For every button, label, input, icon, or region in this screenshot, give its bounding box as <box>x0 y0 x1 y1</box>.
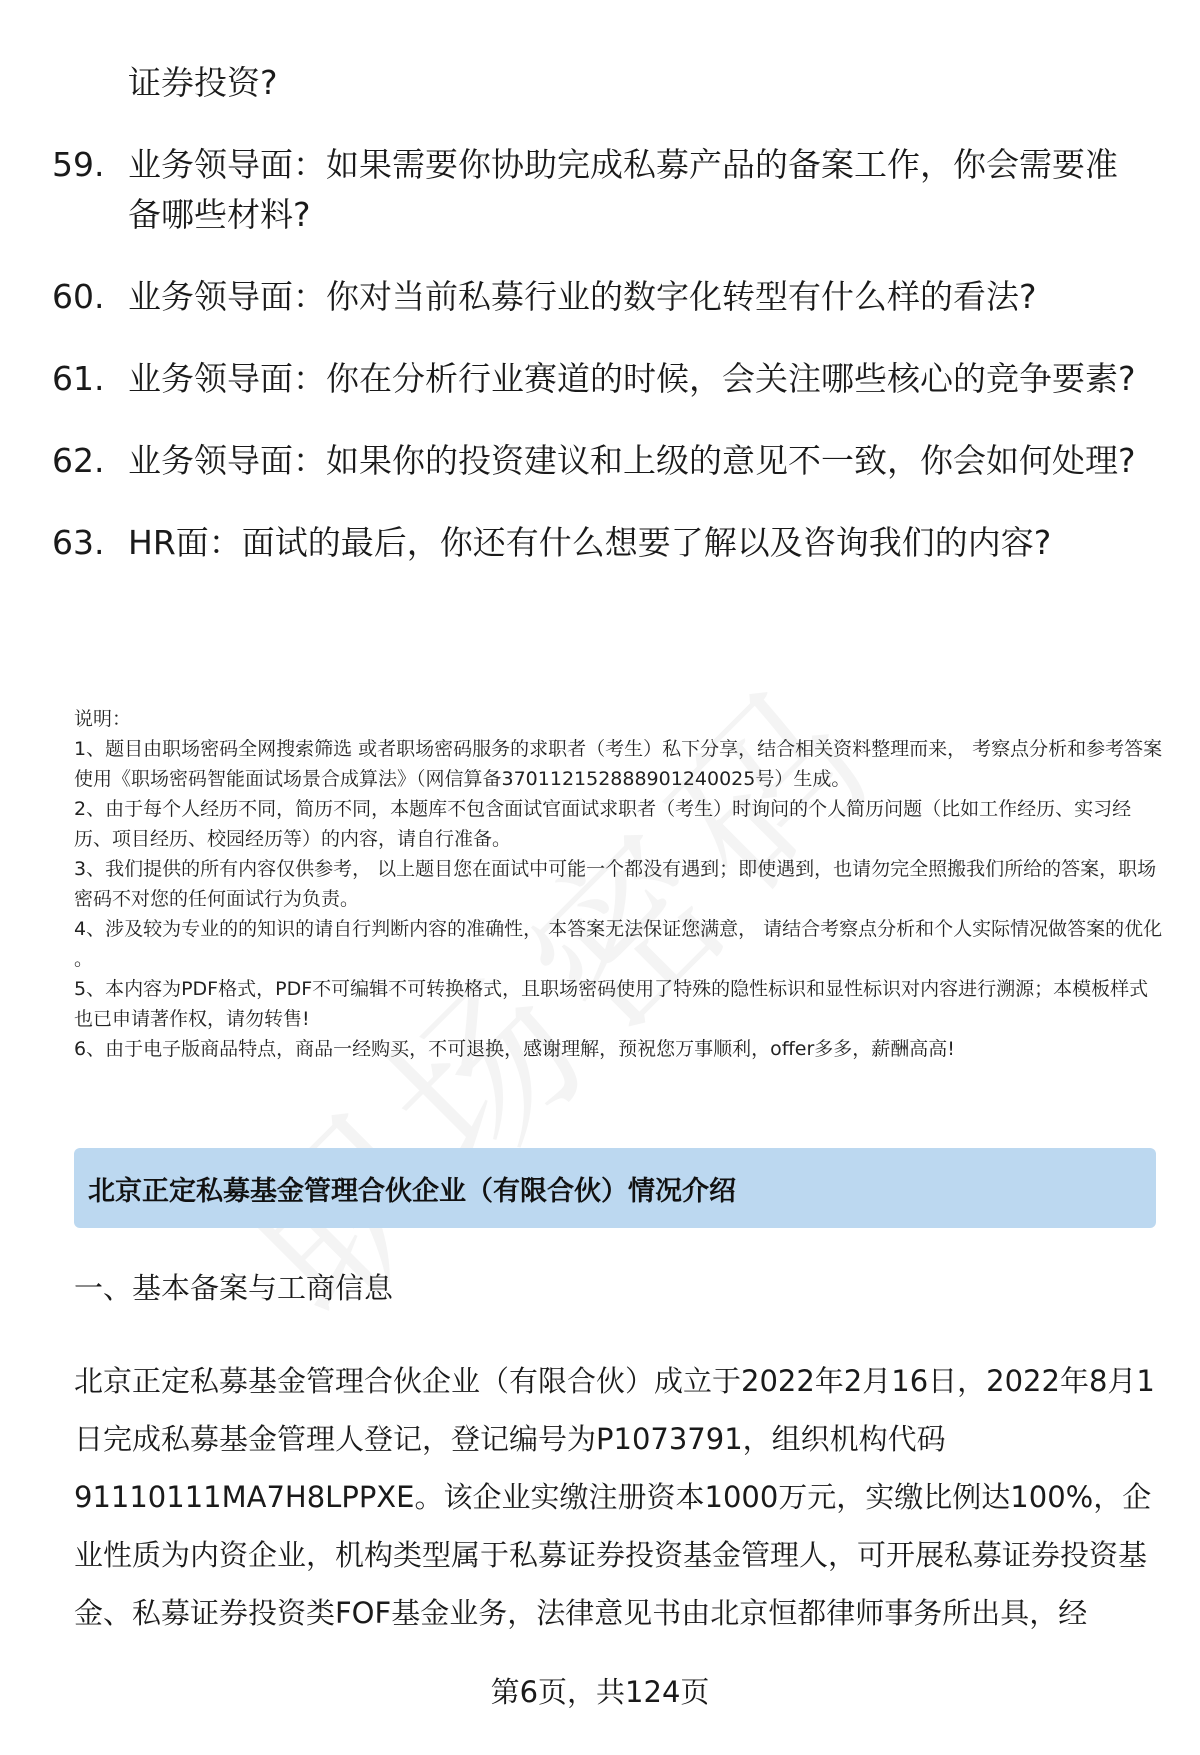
note-item: 2、由于每个人经历不同，简历不同，本题库不包含面试官面试求职者（考生）时询问的个人简历问题（比如工作经历、实习经历、项目经历、校园经历等）的内容，请自行准备。 <box>74 798 1132 850</box>
note-item: 5、本内容为PDF格式，PDF不可编辑不可转换格式，且职场密码使用了特殊的隐性标识和显性标识对内容进行溯源；本模板样式也已申请著作权，请勿转售! <box>74 978 1149 1030</box>
question-text: 业务领导面：如果需要你协助完成私募产品的备案工作，你会需要准备哪些材料? <box>128 145 1118 234</box>
question-number: 63. <box>52 523 105 562</box>
question-number: 60. <box>52 277 105 316</box>
note-item: 6、由于电子版商品特点，商品一经购买，不可退换，感谢理解，预祝您万事顺利，offer多多，薪酬高高! <box>74 1038 955 1060</box>
question-text: 业务领导面：如果你的投资建议和上级的意见不一致，你会如何处理? <box>128 441 1136 480</box>
question-text: 业务领导面：你在分析行业赛道的时候，会关注哪些核心的竞争要素? <box>128 359 1136 398</box>
note-item: 4、涉及较为专业的的知识的请自行判断内容的准确性， 本答案无法保证您满意， 请结合考察点分析和个人实际情况做答案的优化 。 <box>74 918 1163 970</box>
question-item <box>52 354 1152 404</box>
question-list <box>52 140 1152 600</box>
notes-title: 说明： <box>74 708 132 730</box>
notes-section <box>74 704 1164 1064</box>
page-footer: 第6页，共124页 <box>490 1675 710 1709</box>
question-number: 59. <box>52 145 105 184</box>
section-body: 北京正定私募基金管理合伙企业（有限合伙）成立于2022年2月16日，2022年8月1日完成私募基金管理人登记，登记编号为P1073791，组织机构代码91110111MA7H8LPPXE。该企业实缴注册资本1000万元，实缴比例达100%，企业性质为内资企业，机构类型属于私募证券投资基金管理人，可开展私募证券投资基金、私募证券投资类FOF基金业务，法律意见书由北京恒都律师事务所出具，经 <box>74 1364 1155 1630</box>
section-title: 北京正定私募基金管理合伙企业（有限合伙）情况介绍 <box>88 1175 736 1207</box>
question-number: 61. <box>52 359 105 398</box>
question-text: 业务领导面：你对当前私募行业的数字化转型有什么样的看法? <box>128 277 1037 316</box>
section-subheading: 一、基本备案与工商信息 <box>74 1271 394 1305</box>
question-number: 62. <box>52 441 105 480</box>
note-item: 1、题目由职场密码全网搜索筛选 或者职场密码服务的求职者（考生）私下分享，结合相关资料整理而来， 考察点分析和参考答案使用《职场密码智能面试场景合成算法》（网信算备370112152888901240025号）生成。 <box>74 738 1163 790</box>
section-banner <box>74 1148 1156 1228</box>
note-item: 3、我们提供的所有内容仅供参考， 以上题目您在面试中可能一个都没有遇到；即使遇到，也请勿完全照搬我们所给的答案，职场密码不对您的任何面试行为负责。 <box>74 858 1157 910</box>
question-item <box>52 140 1152 240</box>
question-continuation: 证券投资? <box>128 63 278 102</box>
question-item <box>52 518 1152 568</box>
question-item <box>52 436 1152 486</box>
question-item <box>52 272 1152 322</box>
question-text: HR面：面试的最后，你还有什么想要了解以及咨询我们的内容? <box>128 523 1052 562</box>
